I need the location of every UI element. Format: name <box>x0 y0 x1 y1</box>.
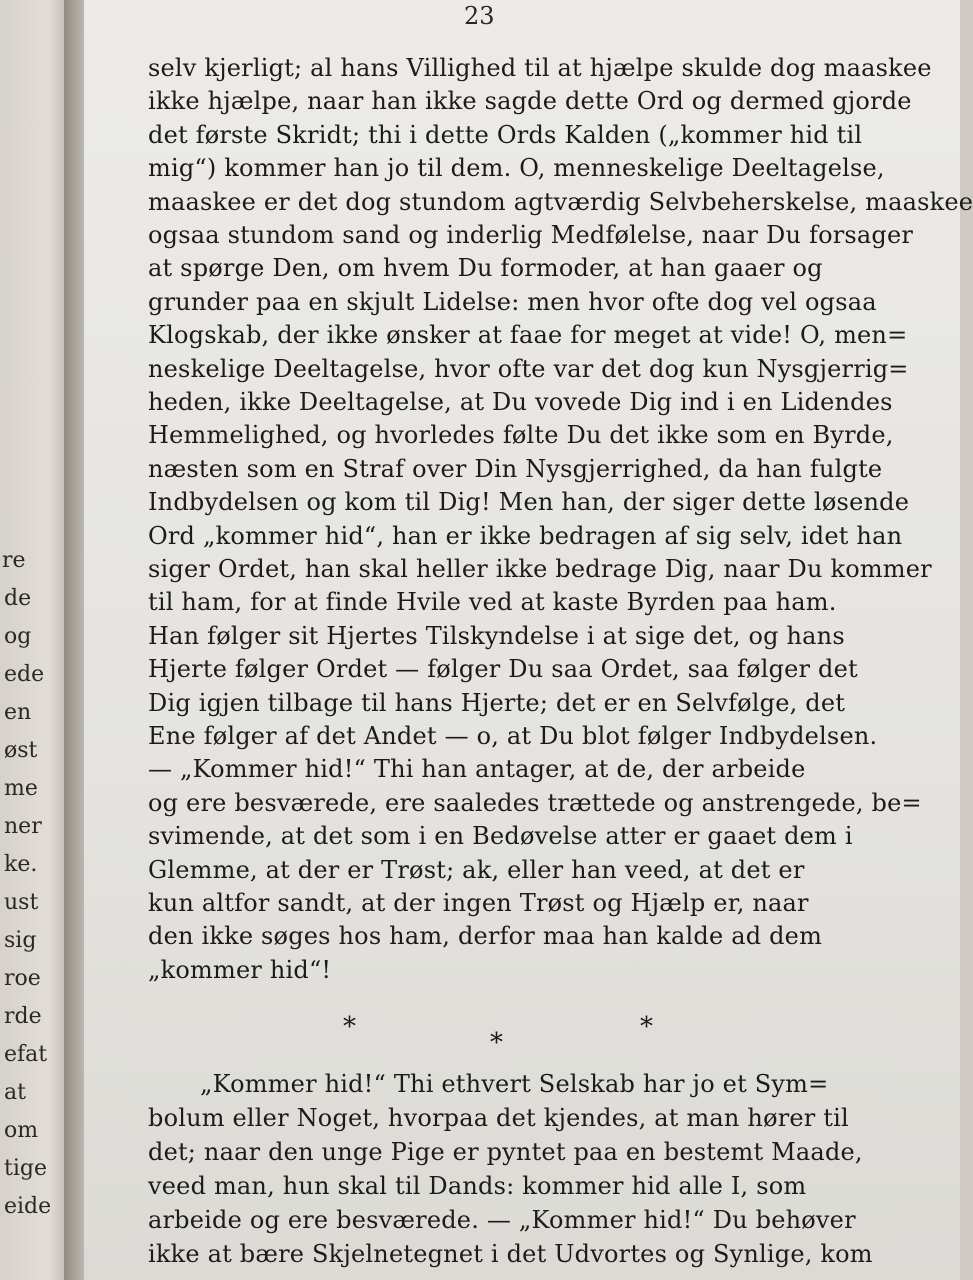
section-separator-asterisk: * <box>490 1028 503 1058</box>
text-line: „Kommer hid!“ Thi ethvert Selskab har jo et Sym= <box>200 1070 829 1098</box>
facing-page-fragment: efat <box>4 1042 48 1067</box>
text-line: Klogskab, der ikke ønsker at faae for meget at vide! O, men= <box>148 321 908 350</box>
text-line: Dig igjen tilbage til hans Hjerte; det er en Selvfølge, det <box>148 688 846 717</box>
text-line: Ord „kommer hid“, han er ikke bedragen af sig selv, idet han <box>148 521 903 550</box>
text-line: Hjerte følger Ordet — følger Du saa Ordet, saa følger det <box>148 655 858 684</box>
text-line: Ene følger af det Andet — o, at Du blot følger Indbydelsen. <box>148 722 878 750</box>
text-line: neskelige Deeltagelse, hvor ofte var det dog kun Nysgjerrig= <box>148 354 909 383</box>
text-line: veed man, hun skal til Dands: kommer hid alle I, som <box>148 1172 807 1200</box>
text-line: arbeide og ere besværede. — „Kommer hid!“ Du behøver <box>148 1206 856 1234</box>
facing-page-edge <box>0 0 70 1280</box>
text-line: at spørge Den, om hvem Du formoder, at han gaaer og <box>148 254 823 283</box>
facing-page-fragment: sig <box>4 928 37 953</box>
text-line: til ham, for at finde Hvile ved at kaste Byrden paa ham. <box>148 588 837 617</box>
facing-page-fragment: at <box>4 1080 26 1105</box>
text-line: svimende, at det som i en Bedøvelse atter er gaaet dem i <box>148 822 853 851</box>
section-separator-asterisk: * <box>640 1012 653 1042</box>
text-line: det første Skridt; thi i dette Ords Kalden („kommer hid til <box>148 120 863 149</box>
facing-page-fragment: tige <box>4 1156 47 1181</box>
text-line: mig“) kommer han jo til dem. O, menneskelige Deeltagelse, <box>148 154 885 183</box>
facing-page-fragment: øst <box>4 738 38 763</box>
section-separator-asterisk: * <box>343 1012 356 1042</box>
text-line: — „Kommer hid!“ Thi han antager, at de, der arbeide <box>148 755 806 784</box>
facing-page-fragment: eide <box>4 1194 52 1219</box>
text-line: maaskee er det dog stundom agtværdig Selvbeherskelse, maaskee <box>148 187 973 216</box>
facing-page-fragment: me <box>4 776 38 801</box>
text-line: kun altfor sandt, at der ingen Trøst og Hjælp er, naar <box>148 889 809 917</box>
text-line: næsten som en Straf over Din Nysgjerrighed, da han fulgte <box>148 454 883 483</box>
text-line: Han følger sit Hjertes Tilskyndelse i at sige det, og hans <box>148 621 845 650</box>
text-line: ogsaa stundom sand og inderlig Medfølelse, naar Du forsager <box>148 221 914 249</box>
facing-page-fragment: roe <box>4 966 41 991</box>
page-number: 23 <box>464 2 495 30</box>
text-line: Indbydelsen og kom til Dig! Men han, der siger dette løsende <box>148 488 910 517</box>
text-line: den ikke søges hos ham, derfor maa han kalde ad dem <box>148 922 823 951</box>
text-line: ikke at bære Skjelnetegnet i det Udvortes og Synlige, kom <box>148 1240 873 1268</box>
facing-page-fragment: ke. <box>4 852 38 877</box>
facing-page-fragment: en <box>4 700 32 725</box>
text-line: det; naar den unge Pige er pyntet paa en bestemt Maade, <box>148 1138 863 1166</box>
text-line: bolum eller Noget, hvorpaa det kjendes, at man hører til <box>148 1104 849 1132</box>
text-line: Hemmelighed, og hvorledes følte Du det ikke som en Byrde, <box>148 421 894 450</box>
facing-page-fragment: de <box>4 586 32 611</box>
facing-page-fragment: ede <box>4 662 45 687</box>
facing-page-fragment: re <box>2 548 26 573</box>
text-line: „kommer hid“! <box>148 955 332 984</box>
text-line: siger Ordet, han skal heller ikke bedrage Dig, naar Du kommer <box>148 555 932 583</box>
text-line: heden, ikke Deeltagelse, at Du vovede Dig ind i en Lidendes <box>148 388 893 416</box>
facing-page-fragment: om <box>4 1118 39 1143</box>
facing-page-fragment: ner <box>4 814 42 839</box>
text-line: og ere besværede, ere saaledes trættede og anstrengede, be= <box>148 788 922 817</box>
facing-page-fragment: ust <box>4 890 39 915</box>
facing-page-fragment: rde <box>4 1004 42 1029</box>
text-line: ikke hjælpe, naar han ikke sagde dette Ord og dermed gjorde <box>148 87 912 116</box>
text-line: grunder paa en skjult Lidelse: men hvor ofte dog vel ogsaa <box>148 287 877 316</box>
facing-page-fragment: og <box>4 624 32 649</box>
text-line: selv kjerligt; al hans Villighed til at hjælpe skulde dog maaskee <box>148 54 932 82</box>
text-line: Glemme, at der er Trøst; ak, eller han veed, at det er <box>148 855 805 884</box>
